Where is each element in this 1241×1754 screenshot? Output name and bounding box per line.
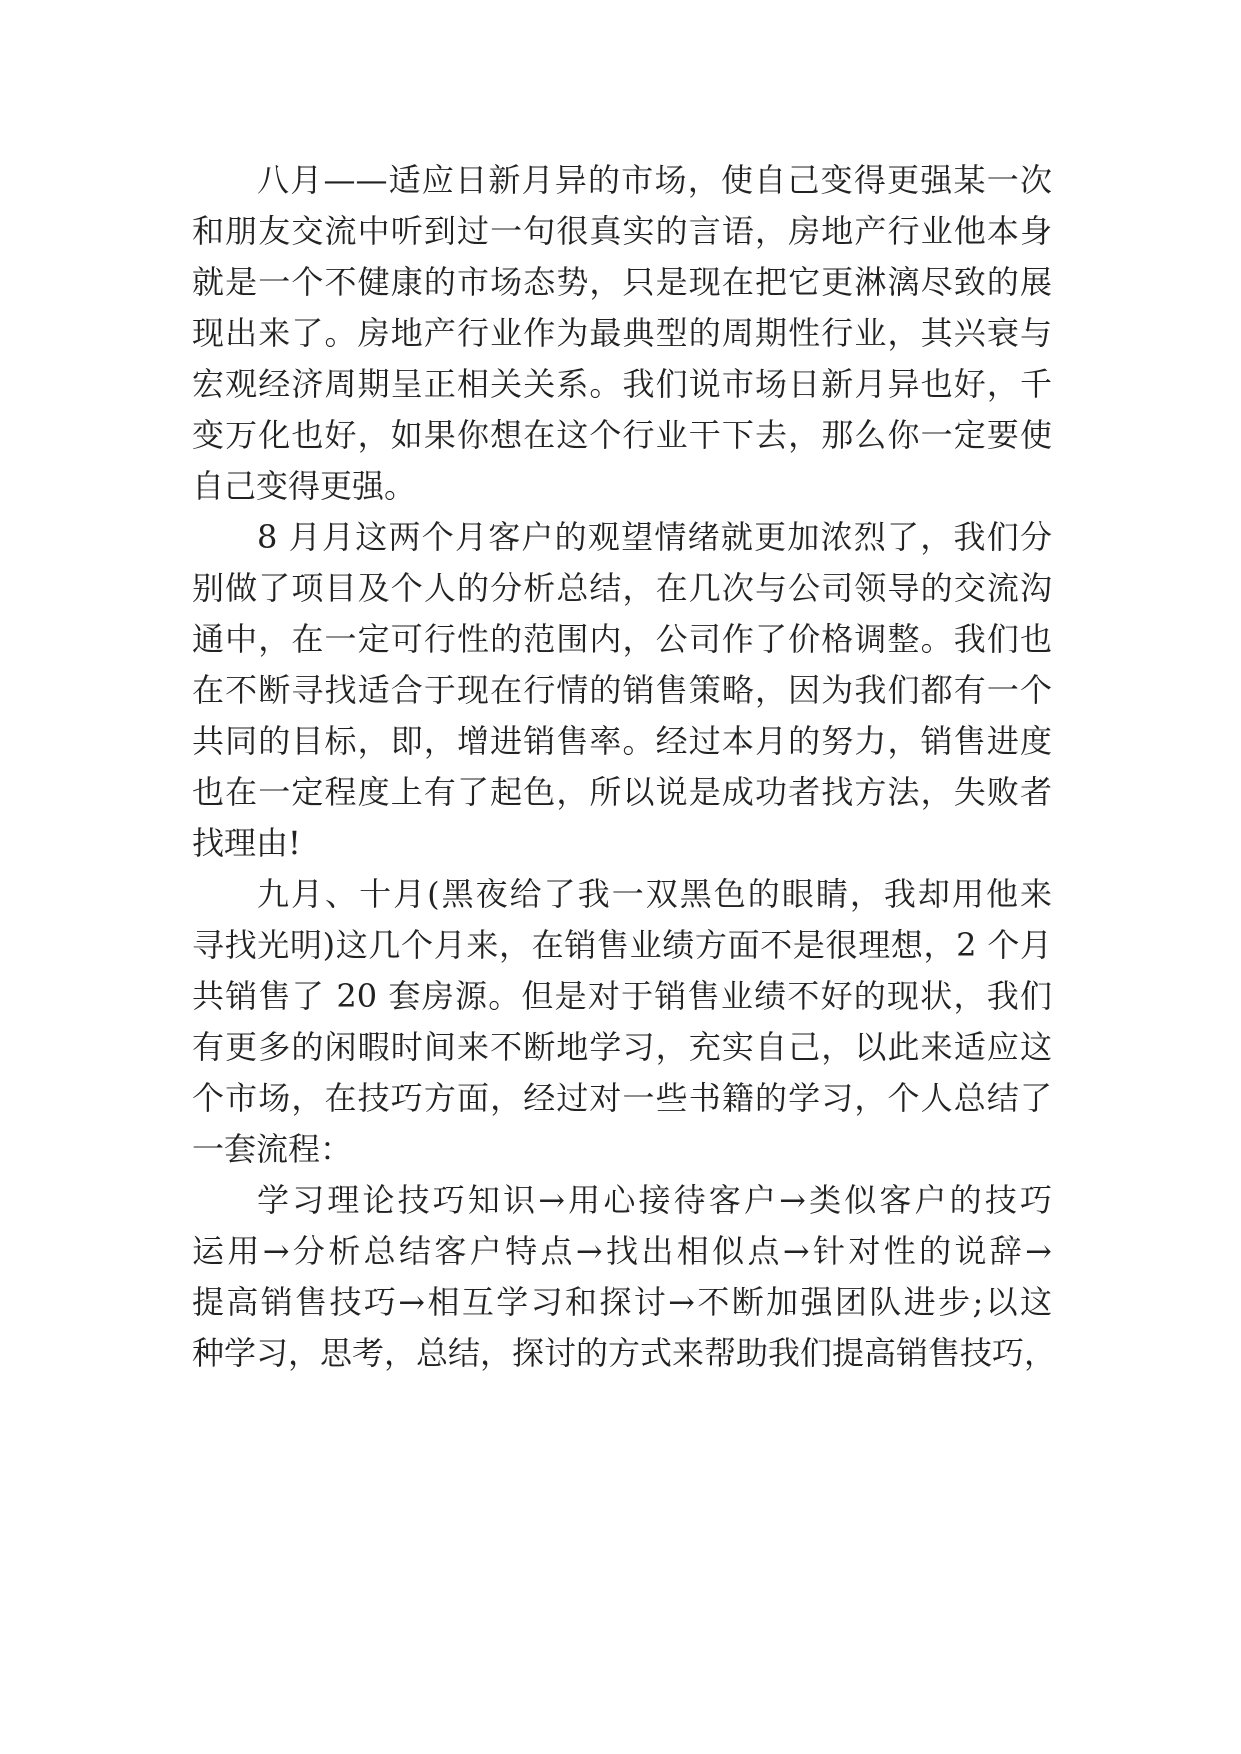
- text-line: 一套流程：: [192, 1130, 353, 1168]
- text-line: 找理由!: [192, 824, 301, 862]
- text-line: 宏观经济周期呈正相关关系。我们说市场日新月异也好，千: [192, 365, 1052, 403]
- text-line: 提高销售技巧→相互学习和探讨→不断加强团队进步;以这: [192, 1283, 1052, 1321]
- text-line: 运用→分析总结客户特点→找出相似点→针对性的说辞→: [192, 1232, 1052, 1270]
- text-line: 共同的目标，即，增进销售率。经过本月的努力，销售进度: [192, 722, 1052, 760]
- text-line: 自己变得更强。: [192, 467, 417, 505]
- text-line: 寻找光明)这几个月来，在销售业绩方面不是很理想，2 个月: [192, 926, 1052, 964]
- text-line: 别做了项目及个人的分析总结，在几次与公司领导的交流沟: [192, 569, 1052, 607]
- text-line: 九月、十月(黑夜给了我一双黑色的眼睛，我却用他来: [257, 875, 1052, 913]
- text-line: 现出来了。房地产行业作为最典型的周期性行业，其兴衰与: [192, 314, 1052, 352]
- text-line: 也在一定程度上有了起色，所以说是成功者找方法，失败者: [192, 773, 1052, 811]
- text-line: 和朋友交流中听到过一句很真实的言语，房地产行业他本身: [192, 212, 1052, 250]
- text-line: 在不断寻找适合于现在行情的销售策略，因为我们都有一个: [192, 671, 1052, 709]
- text-line: 就是一个不健康的市场态势，只是现在把它更淋漓尽致的展: [192, 263, 1052, 301]
- text-line: 八月——适应日新月异的市场，使自己变得更强某一次: [257, 161, 1052, 199]
- text-line: 个市场，在技巧方面，经过对一些书籍的学习，个人总结了: [192, 1079, 1052, 1117]
- text-line: 种学习，思考，总结，探讨的方式来帮助我们提高销售技巧，: [192, 1334, 1057, 1372]
- text-line: 通中，在一定可行性的范围内，公司作了价格调整。我们也: [192, 620, 1052, 658]
- text-line: 学习理论技巧知识→用心接待客户→类似客户的技巧: [257, 1181, 1052, 1219]
- text-line: 8 月月这两个月客户的观望情绪就更加浓烈了，我们分: [257, 518, 1052, 556]
- text-line: 变万化也好，如果你想在这个行业干下去，那么你一定要使: [192, 416, 1052, 454]
- text-line: 共销售了 20 套房源。但是对于销售业绩不好的现状，我们: [192, 977, 1052, 1015]
- text-line: 有更多的闲暇时间来不断地学习，充实自己，以此来适应这: [192, 1028, 1052, 1066]
